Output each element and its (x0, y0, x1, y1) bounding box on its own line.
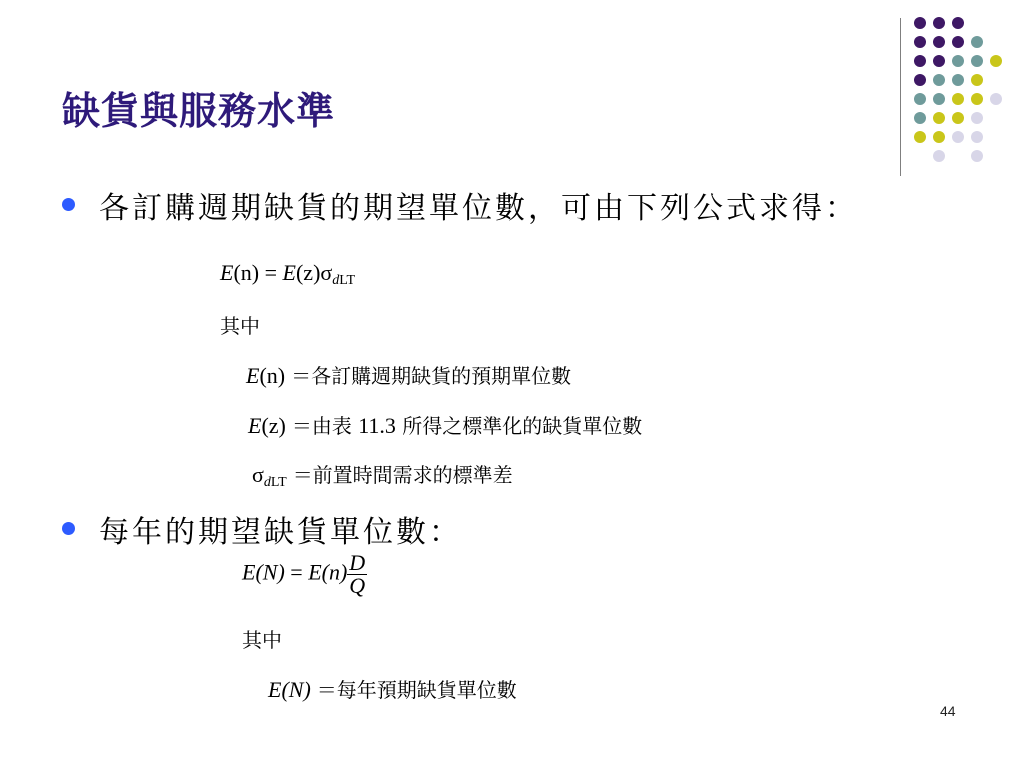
formula-expected-units-short (220, 260, 355, 289)
fraction-denominator: Q (349, 573, 366, 598)
definition-text: ＝各訂購週期缺貨的預期單位數 (291, 364, 572, 388)
definition-symbol: E(N) (268, 677, 311, 702)
bullet-item-expected-shortage-per-year (62, 510, 462, 556)
subscript-lt: LT (270, 475, 287, 490)
formula-symbol: E(n) (308, 559, 348, 585)
definition-row-sigma (252, 459, 513, 491)
dot (990, 55, 1002, 67)
dot (933, 17, 945, 29)
subscript-d: d (332, 273, 340, 288)
table-reference: 11.3 (358, 413, 396, 438)
definition-subscript (264, 475, 287, 490)
formula-symbol: E(N) (242, 559, 285, 585)
dot (933, 150, 945, 162)
dot (971, 131, 983, 143)
dot (971, 112, 983, 124)
dot (914, 74, 926, 86)
vertical-divider (900, 18, 901, 176)
bullet-item-expected-shortage-per-cycle (62, 186, 962, 232)
formula-equals: = (284, 559, 309, 585)
subscript-d: d (263, 475, 271, 490)
dot (971, 93, 983, 105)
dot (971, 55, 983, 67)
dot (952, 131, 964, 143)
slide-title: 缺貨與服務水準 (62, 88, 336, 133)
dot (971, 74, 983, 86)
dot (933, 93, 945, 105)
dot-row-7 (914, 131, 983, 143)
formula-equals: = (259, 260, 283, 285)
dot (971, 150, 983, 162)
dot (952, 112, 964, 124)
dot-row-4 (914, 74, 983, 86)
definition-text: 所得之標準化的缺貨單位數 (395, 414, 643, 438)
subscript-lt: LT (339, 273, 356, 288)
dot (914, 17, 926, 29)
dot (933, 55, 945, 67)
fraction-D-over-Q (347, 552, 367, 597)
dot (952, 55, 964, 67)
definition-symbol: (n) (259, 363, 286, 388)
formula-symbol: E (282, 260, 296, 285)
definition-symbol-E: E (246, 363, 260, 388)
dot-row-5 (914, 93, 1002, 105)
dot (914, 36, 926, 48)
bullet-icon (62, 198, 75, 211)
definition-row-Ez (248, 410, 642, 439)
formula-symbol: E (220, 260, 234, 285)
definition-row-En (246, 360, 571, 389)
page-number: 44 (940, 703, 956, 719)
dot (971, 36, 983, 48)
dot-row-6 (914, 112, 983, 124)
dot (914, 131, 926, 143)
dot (914, 55, 926, 67)
definition-symbol: (z) (261, 413, 286, 438)
dot (914, 112, 926, 124)
fraction-numerator: D (349, 550, 366, 575)
where-label: 其中 (242, 628, 282, 652)
dot (933, 131, 945, 143)
definition-symbol-sigma: σ (252, 462, 264, 487)
dot-row-8 (933, 150, 983, 162)
where-label: 其中 (220, 314, 260, 338)
definition-text: ＝每年預期缺貨單位數 (316, 678, 517, 702)
formula-symbol: (z)σ (295, 260, 333, 285)
dot (914, 93, 926, 105)
dot (990, 93, 1002, 105)
dot (952, 93, 964, 105)
definition-text: ＝由表 (291, 414, 359, 438)
definition-symbol-E: E (248, 413, 262, 438)
bullet-text: 每年的期望缺貨單位數： (99, 515, 462, 550)
bullet-text: 各訂購週期缺貨的期望單位數，可由下列公式求得： (99, 191, 858, 226)
formula-subscript (332, 273, 355, 288)
bullet-icon (62, 522, 75, 535)
dot (952, 36, 964, 48)
dot-row-3 (914, 55, 1002, 67)
formula-symbol: (n) (233, 260, 260, 285)
dot (933, 36, 945, 48)
dot (933, 74, 945, 86)
dot (952, 17, 964, 29)
definition-text: ＝前置時間需求的標準差 (292, 463, 513, 487)
dot (933, 112, 945, 124)
definition-row-EN (268, 674, 517, 703)
dot (952, 74, 964, 86)
dot-row-1 (914, 17, 964, 29)
formula-annual-units-short (242, 552, 367, 597)
dot-row-2 (914, 36, 983, 48)
